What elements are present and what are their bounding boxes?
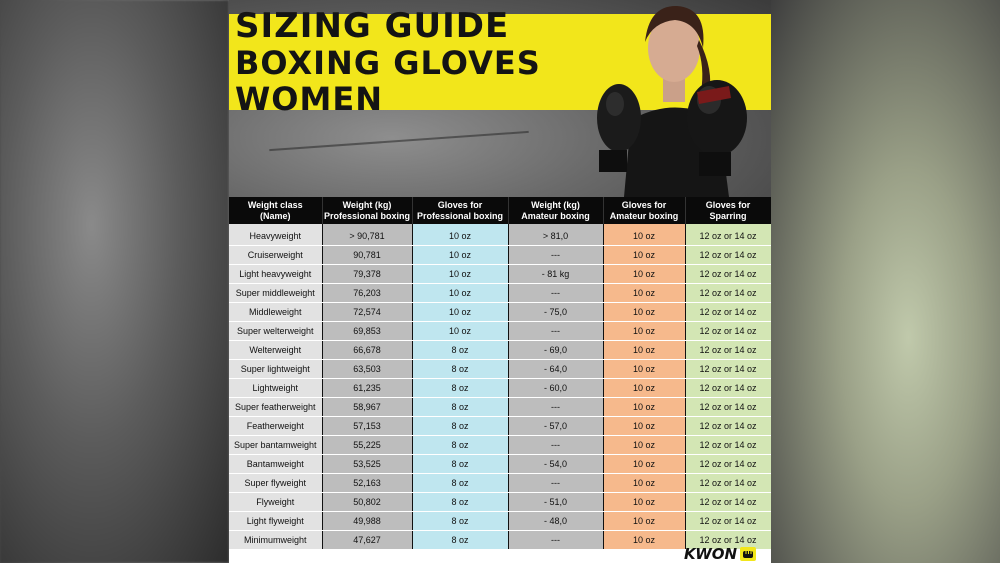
header-gloves-pro bbox=[412, 197, 508, 224]
cell-gloves-sparring: 12 oz or 14 oz bbox=[685, 246, 771, 265]
cell-weight-pro: 50,802 bbox=[322, 493, 412, 512]
cell-weight-class: Heavyweight bbox=[229, 224, 322, 246]
cell-gloves-sparring: 12 oz or 14 oz bbox=[685, 398, 771, 417]
cell-gloves-pro: 8 oz bbox=[412, 531, 508, 550]
table-row bbox=[229, 265, 771, 284]
cell-weight-pro: 57,153 bbox=[322, 417, 412, 436]
cell-gloves-pro: 10 oz bbox=[412, 322, 508, 341]
cell-weight-pro: 55,225 bbox=[322, 436, 412, 455]
cell-weight-class: Super middleweight bbox=[229, 284, 322, 303]
cell-weight-pro: 58,967 bbox=[322, 398, 412, 417]
table-row bbox=[229, 303, 771, 322]
boxer-woman-photo bbox=[579, 0, 771, 197]
cell-weight-amateur: > 81,0 bbox=[508, 224, 603, 246]
cell-gloves-amateur: 10 oz bbox=[603, 493, 685, 512]
cell-gloves-pro: 8 oz bbox=[412, 341, 508, 360]
table-row bbox=[229, 224, 771, 246]
cell-gloves-sparring: 12 oz or 14 oz bbox=[685, 436, 771, 455]
cell-weight-amateur: --- bbox=[508, 531, 603, 550]
table-row bbox=[229, 455, 771, 474]
cell-gloves-sparring: 12 oz or 14 oz bbox=[685, 379, 771, 398]
cell-weight-pro: 47,627 bbox=[322, 531, 412, 550]
cell-gloves-sparring: 12 oz or 14 oz bbox=[685, 224, 771, 246]
cell-weight-amateur: --- bbox=[508, 246, 603, 265]
header-gloves-sparring-label: Gloves for Sparring bbox=[705, 199, 751, 221]
cell-weight-amateur: - 51,0 bbox=[508, 493, 603, 512]
cell-weight-class: Super flyweight bbox=[229, 474, 322, 493]
cell-weight-pro: 72,574 bbox=[322, 303, 412, 322]
header-weight-amateur-label: Weight (kg) Amateur boxing bbox=[521, 199, 590, 221]
cell-gloves-pro: 10 oz bbox=[412, 284, 508, 303]
cell-weight-amateur: - 57,0 bbox=[508, 417, 603, 436]
table-header-row bbox=[229, 197, 771, 224]
header-weight-class bbox=[229, 197, 322, 224]
header-gloves-amateur bbox=[603, 197, 685, 224]
cell-gloves-amateur: 10 oz bbox=[603, 474, 685, 493]
cell-weight-amateur: - 54,0 bbox=[508, 455, 603, 474]
cell-weight-class: Lightweight bbox=[229, 379, 322, 398]
sizing-guide-poster bbox=[229, 0, 771, 563]
table-row bbox=[229, 417, 771, 436]
cell-weight-pro: 61,235 bbox=[322, 379, 412, 398]
cell-weight-amateur: --- bbox=[508, 474, 603, 493]
table-row bbox=[229, 341, 771, 360]
cell-gloves-sparring: 12 oz or 14 oz bbox=[685, 360, 771, 379]
blurred-background-right bbox=[771, 0, 1000, 563]
table-row bbox=[229, 512, 771, 531]
table-row bbox=[229, 284, 771, 303]
cell-weight-class: Flyweight bbox=[229, 493, 322, 512]
cell-gloves-amateur: 10 oz bbox=[603, 322, 685, 341]
cell-gloves-amateur: 10 oz bbox=[603, 303, 685, 322]
header-weight-class-label: Weight class (Name) bbox=[247, 199, 303, 221]
concrete-crack bbox=[269, 131, 529, 151]
cell-gloves-amateur: 10 oz bbox=[603, 398, 685, 417]
cell-gloves-amateur: 10 oz bbox=[603, 379, 685, 398]
table-row bbox=[229, 246, 771, 265]
cell-weight-class: Super bantamweight bbox=[229, 436, 322, 455]
cell-weight-class: Super featherweight bbox=[229, 398, 322, 417]
header-weight-pro bbox=[322, 197, 412, 224]
cell-gloves-pro: 10 oz bbox=[412, 265, 508, 284]
cell-weight-amateur: --- bbox=[508, 398, 603, 417]
cell-gloves-pro: 8 oz bbox=[412, 455, 508, 474]
cell-weight-amateur: - 64,0 bbox=[508, 360, 603, 379]
cell-gloves-pro: 10 oz bbox=[412, 246, 508, 265]
cell-gloves-amateur: 10 oz bbox=[603, 341, 685, 360]
cell-weight-class: Welterweight bbox=[229, 341, 322, 360]
cell-gloves-pro: 8 oz bbox=[412, 493, 508, 512]
cell-gloves-amateur: 10 oz bbox=[603, 246, 685, 265]
sizing-table bbox=[229, 197, 771, 550]
cell-weight-pro: 76,203 bbox=[322, 284, 412, 303]
fist-icon bbox=[740, 547, 756, 561]
cell-gloves-sparring: 12 oz or 14 oz bbox=[685, 493, 771, 512]
cell-weight-class: Light flyweight bbox=[229, 512, 322, 531]
cell-weight-pro: 52,163 bbox=[322, 474, 412, 493]
cell-weight-amateur: - 69,0 bbox=[508, 341, 603, 360]
cell-gloves-sparring: 12 oz or 14 oz bbox=[685, 284, 771, 303]
cell-gloves-pro: 8 oz bbox=[412, 474, 508, 493]
cell-gloves-pro: 8 oz bbox=[412, 398, 508, 417]
title-line-1: SIZING GUIDE bbox=[235, 6, 510, 46]
table-row bbox=[229, 398, 771, 417]
cell-weight-pro: 66,678 bbox=[322, 341, 412, 360]
table-row bbox=[229, 436, 771, 455]
cell-weight-class: Bantamweight bbox=[229, 455, 322, 474]
cell-weight-pro: 69,853 bbox=[322, 322, 412, 341]
header-gloves-amateur-label: Gloves for Amateur boxing bbox=[609, 199, 679, 221]
title-line-2: BOXING GLOVES bbox=[235, 44, 541, 82]
table-row bbox=[229, 379, 771, 398]
header-weight-pro-label: Weight (kg) Professional boxing bbox=[323, 199, 410, 221]
cell-gloves-amateur: 10 oz bbox=[603, 360, 685, 379]
brand-name: KWON bbox=[684, 545, 738, 563]
cell-weight-class: Super lightweight bbox=[229, 360, 322, 379]
cell-weight-pro: 63,503 bbox=[322, 360, 412, 379]
cell-gloves-sparring: 12 oz or 14 oz bbox=[685, 455, 771, 474]
cell-weight-class: Cruiserweight bbox=[229, 246, 322, 265]
table-row bbox=[229, 360, 771, 379]
cell-weight-class: Super welterweight bbox=[229, 322, 322, 341]
cell-gloves-amateur: 10 oz bbox=[603, 531, 685, 550]
cell-weight-amateur: --- bbox=[508, 284, 603, 303]
title-line-3: WOMEN bbox=[235, 80, 383, 118]
cell-gloves-amateur: 10 oz bbox=[603, 436, 685, 455]
cell-gloves-pro: 8 oz bbox=[412, 417, 508, 436]
cell-gloves-sparring: 12 oz or 14 oz bbox=[685, 303, 771, 322]
blurred-background-left bbox=[0, 0, 229, 563]
cell-weight-pro: 79,378 bbox=[322, 265, 412, 284]
cell-gloves-amateur: 10 oz bbox=[603, 224, 685, 246]
cell-gloves-amateur: 10 oz bbox=[603, 512, 685, 531]
cell-gloves-sparring: 12 oz or 14 oz bbox=[685, 512, 771, 531]
cell-weight-pro: 49,988 bbox=[322, 512, 412, 531]
header-gloves-pro-label: Gloves for Professional boxing bbox=[416, 199, 503, 221]
header-gloves-sparring bbox=[685, 197, 771, 224]
cell-weight-pro: > 90,781 bbox=[322, 224, 412, 246]
cell-gloves-sparring: 12 oz or 14 oz bbox=[685, 531, 771, 550]
cell-gloves-pro: 8 oz bbox=[412, 379, 508, 398]
cell-weight-amateur: - 60,0 bbox=[508, 379, 603, 398]
header-weight-amateur bbox=[508, 197, 603, 224]
cell-gloves-pro: 10 oz bbox=[412, 224, 508, 246]
cell-weight-amateur: - 48,0 bbox=[508, 512, 603, 531]
table-row bbox=[229, 474, 771, 493]
cell-gloves-pro: 8 oz bbox=[412, 436, 508, 455]
cell-gloves-amateur: 10 oz bbox=[603, 265, 685, 284]
cell-weight-amateur: --- bbox=[508, 322, 603, 341]
cell-weight-pro: 53,525 bbox=[322, 455, 412, 474]
cell-gloves-amateur: 10 oz bbox=[603, 284, 685, 303]
cell-gloves-sparring: 12 oz or 14 oz bbox=[685, 341, 771, 360]
cell-weight-pro: 90,781 bbox=[322, 246, 412, 265]
cell-gloves-pro: 8 oz bbox=[412, 360, 508, 379]
table-row bbox=[229, 493, 771, 512]
cell-gloves-sparring: 12 oz or 14 oz bbox=[685, 265, 771, 284]
cell-gloves-sparring: 12 oz or 14 oz bbox=[685, 474, 771, 493]
table-row bbox=[229, 322, 771, 341]
cell-gloves-amateur: 10 oz bbox=[603, 455, 685, 474]
cell-weight-amateur: - 75,0 bbox=[508, 303, 603, 322]
cell-gloves-pro: 10 oz bbox=[412, 303, 508, 322]
cell-gloves-amateur: 10 oz bbox=[603, 417, 685, 436]
cell-weight-class: Featherweight bbox=[229, 417, 322, 436]
cell-weight-amateur: - 81 kg bbox=[508, 265, 603, 284]
cell-gloves-sparring: 12 oz or 14 oz bbox=[685, 417, 771, 436]
hero-banner bbox=[229, 0, 771, 197]
cell-weight-class: Minimumweight bbox=[229, 531, 322, 550]
cell-weight-class: Middleweight bbox=[229, 303, 322, 322]
cell-weight-class: Light heavyweight bbox=[229, 265, 322, 284]
kwon-logo bbox=[684, 545, 756, 563]
cell-weight-amateur: --- bbox=[508, 436, 603, 455]
cell-gloves-pro: 8 oz bbox=[412, 512, 508, 531]
cell-gloves-sparring: 12 oz or 14 oz bbox=[685, 322, 771, 341]
